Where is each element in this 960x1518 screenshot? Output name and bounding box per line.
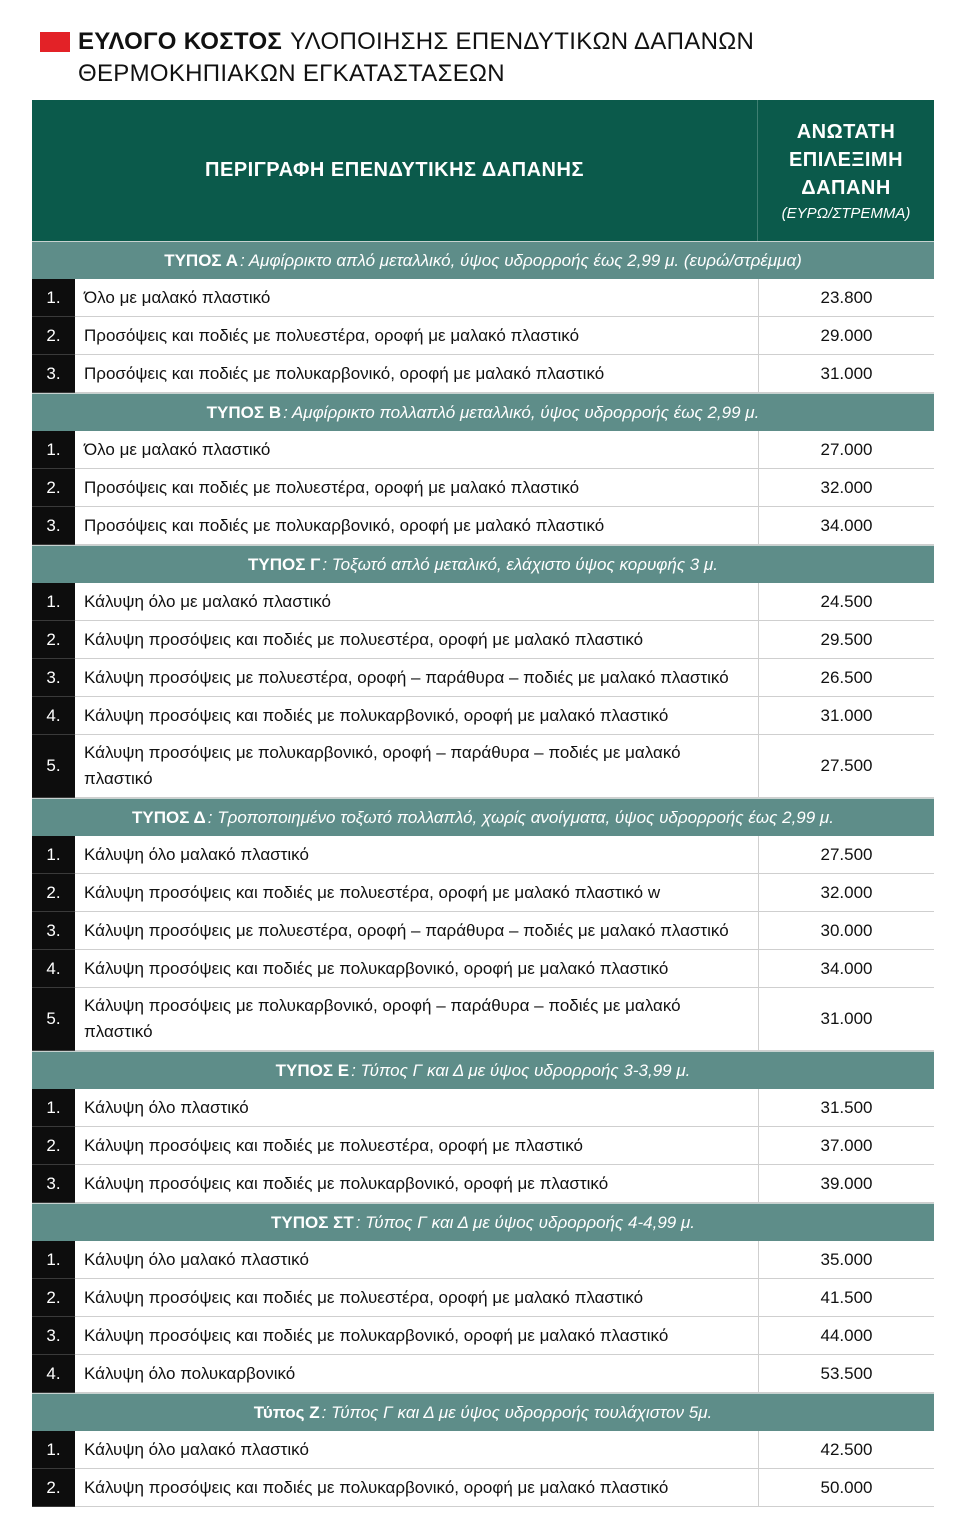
row-description: Κάλυψη προσόψεις και ποδιές με πολυκαρβονικό, οροφή με μαλακό πλαστικό bbox=[75, 697, 759, 734]
table-header bbox=[32, 100, 934, 241]
row-number: 2. bbox=[32, 469, 75, 507]
table-row bbox=[32, 836, 934, 874]
row-description: Κάλυψη προσόψεις και ποδιές με πολυεστέρα, οροφή με μαλακό πλαστικό w bbox=[75, 874, 759, 911]
row-description: Κάλυψη όλο μαλακό πλαστικό bbox=[75, 836, 759, 873]
row-max-cost: 42.500 bbox=[820, 1439, 873, 1459]
table-row bbox=[32, 950, 934, 988]
row-description: Κάλυψη προσόψεις και ποδιές με πολυκαρβονικό, οροφή με μαλακό πλαστικό bbox=[75, 1317, 759, 1354]
row-description: Προσόψεις και ποδιές με πολυκαρβονικό, οροφή με μαλακό πλαστικό bbox=[75, 507, 759, 544]
row-max-cost: 31.000 bbox=[820, 705, 873, 725]
table-row bbox=[32, 1089, 934, 1127]
page-title bbox=[40, 26, 940, 90]
table-row bbox=[32, 507, 934, 545]
row-max-cost: 34.000 bbox=[820, 958, 873, 978]
cost-header-line-1: ΑΝΩΤΑΤΗ bbox=[796, 120, 896, 143]
table-row bbox=[32, 1469, 934, 1507]
row-number: 5. bbox=[32, 988, 75, 1051]
section-type-description: : Τύπος Γ και Δ με ύψος υδρορροής 3-3,99 μ. bbox=[351, 1060, 691, 1080]
row-number: 3. bbox=[32, 507, 75, 545]
section-header bbox=[32, 545, 934, 583]
row-number: 3. bbox=[32, 912, 75, 950]
row-max-cost: 32.000 bbox=[820, 882, 873, 902]
row-description: Κάλυψη όλο μαλακό πλαστικό bbox=[75, 1241, 759, 1278]
row-number: 5. bbox=[32, 735, 75, 798]
row-description: Προσόψεις και ποδιές με πολυεστέρα, οροφή με μαλακό πλαστικό bbox=[75, 469, 759, 506]
table-row bbox=[32, 1431, 934, 1469]
row-number: 1. bbox=[32, 583, 75, 621]
table-body bbox=[32, 241, 934, 1507]
row-max-cost: 50.000 bbox=[820, 1477, 873, 1497]
red-square-icon bbox=[40, 32, 70, 52]
table-row bbox=[32, 659, 934, 697]
row-description: Κάλυψη προσόψεις με πολυκαρβονικό, οροφή – παράθυρα – ποδιές με μαλακό πλαστικό bbox=[75, 988, 759, 1050]
row-number: 4. bbox=[32, 1355, 75, 1393]
table-row bbox=[32, 735, 934, 798]
row-max-cost: 26.500 bbox=[820, 667, 873, 687]
title-line-2: ΘΕΡΜΟΚΗΠΙΑΚΩΝ ΕΓΚΑΤΑΣΤΑΣΕΩΝ bbox=[78, 60, 505, 87]
row-max-cost: 24.500 bbox=[820, 591, 873, 611]
section-type-label: ΤΥΠΟΣ Α bbox=[164, 250, 238, 270]
title-line-1 bbox=[40, 26, 940, 58]
row-number: 3. bbox=[32, 1317, 75, 1355]
row-number: 2. bbox=[32, 621, 75, 659]
row-number: 3. bbox=[32, 1165, 75, 1203]
table-row bbox=[32, 874, 934, 912]
section-type-description: : Τύπος Γ και Δ με ύψος υδρορροής τουλάχιστον 5μ. bbox=[321, 1402, 713, 1422]
title-bold-text: ΕΥΛΟΓΟ ΚΟΣΤΟΣ bbox=[78, 28, 283, 55]
section-type-description: : Αμφίρρικτο απλό μεταλλικό, ύψος υδρορροής έως 2,99 μ. (ευρώ/στρέμμα) bbox=[239, 250, 802, 270]
row-max-cost: 27.500 bbox=[820, 756, 873, 775]
table-row bbox=[32, 621, 934, 659]
table-row bbox=[32, 355, 934, 393]
row-number: 2. bbox=[32, 1279, 75, 1317]
section-header bbox=[32, 1393, 934, 1431]
table-row bbox=[32, 469, 934, 507]
row-description: Κάλυψη προσόψεις με πολυεστέρα, οροφή – παράθυρα – ποδιές με μαλακό πλαστικό bbox=[75, 912, 759, 949]
row-max-cost: 41.500 bbox=[820, 1287, 873, 1307]
table-row bbox=[32, 988, 934, 1051]
row-max-cost: 29.500 bbox=[820, 629, 873, 649]
row-max-cost: 39.000 bbox=[820, 1173, 873, 1193]
row-description: Κάλυψη όλο πλαστικό bbox=[75, 1089, 759, 1126]
row-max-cost: 30.000 bbox=[820, 920, 873, 940]
section-header bbox=[32, 1051, 934, 1089]
row-number: 2. bbox=[32, 1127, 75, 1165]
cost-header-unit: (ΕΥΡΩ/ΣΤΡΕΜΜΑ) bbox=[781, 204, 911, 222]
row-number: 1. bbox=[32, 431, 75, 469]
section-header bbox=[32, 241, 934, 279]
row-max-cost: 44.000 bbox=[820, 1325, 873, 1345]
section-type-label: ΤΥΠΟΣ Δ bbox=[132, 807, 206, 827]
row-description: Όλο με μαλακό πλαστικό bbox=[75, 431, 759, 468]
row-description: Κάλυψη προσόψεις και ποδιές με πολυκαρβονικό, οροφή με μαλακό πλαστικό bbox=[75, 950, 759, 987]
row-number: 1. bbox=[32, 1431, 75, 1469]
table-row bbox=[32, 1127, 934, 1165]
description-column-header: ΠΕΡΙΓΡΑΦΗ ΕΠΕΝΔΥΤΙΚΗΣ ΔΑΠΑΝΗΣ bbox=[32, 100, 758, 241]
title-rest-text: ΥΛΟΠΟΙΗΣΗΣ ΕΠΕΝΔΥΤΙΚΩΝ ΔΑΠΑΝΩΝ bbox=[290, 28, 755, 55]
row-max-cost: 23.800 bbox=[820, 287, 873, 307]
row-max-cost: 31.000 bbox=[820, 1009, 873, 1028]
row-number: 1. bbox=[32, 1089, 75, 1127]
table-row bbox=[32, 1241, 934, 1279]
row-number: 1. bbox=[32, 279, 75, 317]
row-number: 3. bbox=[32, 355, 75, 393]
section-type-label: ΤΥΠΟΣ Γ bbox=[247, 554, 321, 574]
table-row bbox=[32, 1279, 934, 1317]
table-row bbox=[32, 1317, 934, 1355]
table-row bbox=[32, 1165, 934, 1203]
section-type-label: ΤΥΠΟΣ ΣΤ bbox=[271, 1212, 354, 1232]
row-max-cost: 27.500 bbox=[820, 844, 873, 864]
cost-table bbox=[32, 100, 934, 1507]
row-description: Κάλυψη όλο με μαλακό πλαστικό bbox=[75, 583, 759, 620]
section-type-description: : Αμφίρρικτο πολλαπλό μεταλλικό, ύψος υδρορροής έως 2,99 μ. bbox=[283, 402, 760, 422]
row-number: 4. bbox=[32, 697, 75, 735]
cost-header-line-3: ΔΑΠΑΝΗ bbox=[801, 176, 891, 199]
row-max-cost: 37.000 bbox=[820, 1135, 873, 1155]
row-number: 2. bbox=[32, 317, 75, 355]
row-number: 1. bbox=[32, 1241, 75, 1279]
row-max-cost: 53.500 bbox=[820, 1363, 873, 1383]
row-max-cost: 29.000 bbox=[820, 325, 873, 345]
row-description: Κάλυψη προσόψεις με πολυκαρβονικό, οροφή – παράθυρα – ποδιές με μαλακό πλαστικό bbox=[75, 735, 759, 797]
row-max-cost: 34.000 bbox=[820, 515, 873, 535]
table-row bbox=[32, 1355, 934, 1393]
table-row bbox=[32, 697, 934, 735]
table-row bbox=[32, 912, 934, 950]
row-description: Κάλυψη προσόψεις και ποδιές με πολυκαρβονικό, οροφή με μαλακό πλαστικό bbox=[75, 1469, 759, 1506]
row-max-cost: 35.000 bbox=[820, 1249, 873, 1269]
section-type-label: Τύπος Ζ bbox=[253, 1402, 320, 1422]
row-description: Κάλυψη όλο μαλακό πλαστικό bbox=[75, 1431, 759, 1468]
row-description: Προσόψεις και ποδιές με πολυκαρβονικό, οροφή με μαλακό πλαστικό bbox=[75, 355, 759, 392]
section-header bbox=[32, 393, 934, 431]
row-max-cost: 31.500 bbox=[820, 1097, 873, 1117]
row-description: Κάλυψη προσόψεις και ποδιές με πολυεστέρα, οροφή με πλαστικό bbox=[75, 1127, 759, 1164]
row-number: 4. bbox=[32, 950, 75, 988]
row-description: Προσόψεις και ποδιές με πολυεστέρα, οροφή με μαλακό πλαστικό bbox=[75, 317, 759, 354]
row-number: 2. bbox=[32, 874, 75, 912]
row-max-cost: 27.000 bbox=[820, 439, 873, 459]
row-description: Κάλυψη προσόψεις και ποδιές με πολυεστέρα, οροφή με μαλακό πλαστικό bbox=[75, 1279, 759, 1316]
cost-header-line-2: ΕΠΙΛΕΞΙΜΗ bbox=[788, 148, 904, 171]
section-type-description: : Τοξωτό απλό μεταλικό, ελάχιστο ύψος κορυφής 3 μ. bbox=[322, 554, 719, 574]
section-header bbox=[32, 1203, 934, 1241]
section-type-label: ΤΥΠΟΣ Β bbox=[206, 402, 282, 422]
row-number: 1. bbox=[32, 836, 75, 874]
row-description: Κάλυψη όλο πολυκαρβονικό bbox=[75, 1355, 759, 1392]
table-row bbox=[32, 279, 934, 317]
table-row bbox=[32, 431, 934, 469]
section-type-description: : Τύπος Γ και Δ με ύψος υδρορροής 4-4,99 μ. bbox=[355, 1212, 695, 1232]
section-header bbox=[32, 798, 934, 836]
row-description: Κάλυψη προσόψεις και ποδιές με πολυεστέρα, οροφή με μαλακό πλαστικό bbox=[75, 621, 759, 658]
section-type-description: : Τροποποιημένο τοξωτό πολλαπλό, χωρίς ανοίγματα, ύψος υδρορροής έως 2,99 μ. bbox=[207, 807, 834, 827]
row-number: 2. bbox=[32, 1469, 75, 1507]
table-row bbox=[32, 583, 934, 621]
row-description: Κάλυψη προσόψεις και ποδιές με πολυκαρβονικό, οροφή με πλαστικό bbox=[75, 1165, 759, 1202]
row-max-cost: 32.000 bbox=[820, 477, 873, 497]
row-number: 3. bbox=[32, 659, 75, 697]
row-max-cost: 31.000 bbox=[820, 363, 873, 383]
section-type-label: ΤΥΠΟΣ Ε bbox=[275, 1060, 350, 1080]
row-description: Κάλυψη προσόψεις με πολυεστέρα, οροφή – παράθυρα – ποδιές με μαλακό πλαστικό bbox=[75, 659, 759, 696]
table-row bbox=[32, 317, 934, 355]
cost-column-header bbox=[758, 100, 934, 241]
row-description: Όλο με μαλακό πλαστικό bbox=[75, 279, 759, 316]
